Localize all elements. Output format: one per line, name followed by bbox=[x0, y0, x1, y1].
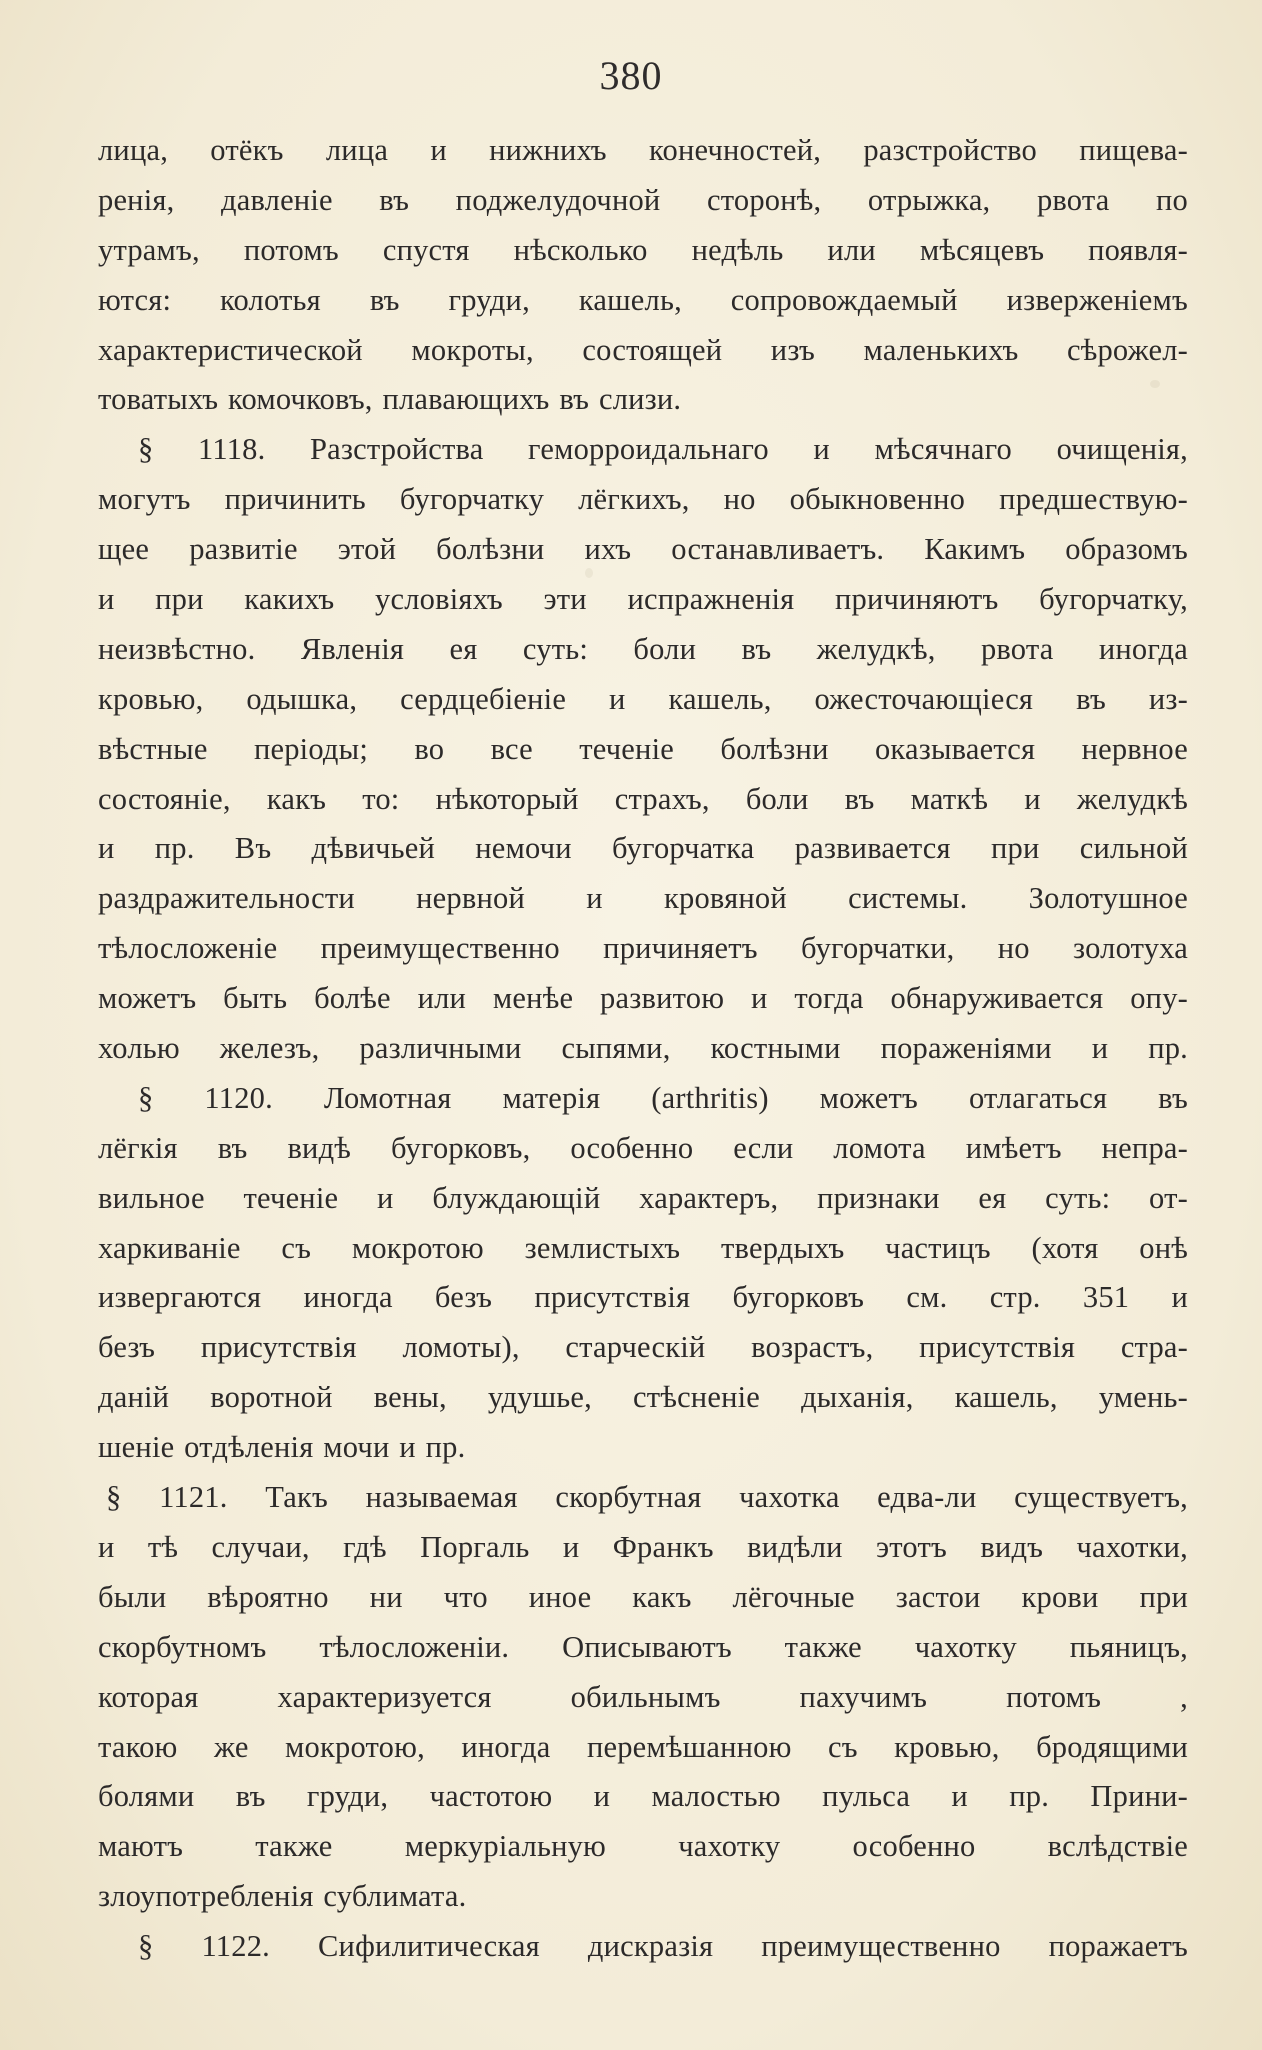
section-1122-heading-line: § 1122. Сифилитическая дискразія преимущественно поражаетъ bbox=[138, 1929, 1188, 1964]
text-line: харкиваніе съ мокротою землистыхъ твердыхъ частицъ (хотя онѣ bbox=[98, 1230, 1188, 1265]
text-line: и пр. Въ дѣвичьей немочи бугорчатка развивается при сильной bbox=[98, 831, 1188, 866]
text-line: характеристической мокроты, состоящей изъ маленькихъ сѣрожел- bbox=[98, 332, 1188, 367]
text-line: ются: колотья въ груди, кашель, сопровождаемый изверженіемъ bbox=[98, 282, 1188, 317]
text-line: холью железъ, различными сыпями, костными пораженіями и пр. bbox=[98, 1031, 1188, 1066]
section-1118-heading-line: § 1118. Разстройства геморроидальнаго и мѣсячнаго очищенія, bbox=[138, 432, 1188, 467]
section-1120-heading-line: § 1120. Ломотная матерія (arthritis) можетъ отлагаться въ bbox=[138, 1080, 1188, 1115]
text-line: болями въ груди, частотою и малостью пульса и пр. Прини- bbox=[98, 1779, 1188, 1814]
text-line: лёгкія въ видѣ бугорковъ, особенно если ломота имѣетъ непра- bbox=[98, 1130, 1188, 1165]
text-line: кровью, одышка, сердцебіеніе и кашель, ожесточающіеся въ из- bbox=[98, 681, 1188, 716]
text-line: вильное теченіе и блуждающій характеръ, признаки ея суть: от- bbox=[98, 1180, 1188, 1215]
body-text bbox=[98, 126, 1188, 1972]
text-line: тѣлосложеніе преимущественно причиняетъ бугорчатки, но золотуха bbox=[98, 931, 1188, 966]
text-line: раздражительности нервной и кровяной системы. Золотушное bbox=[98, 881, 1188, 916]
text-line: были вѣроятно ни что иное какъ лёгочные застои крови при bbox=[98, 1579, 1188, 1614]
text-line: могутъ причинить бугорчатку лёгкихъ, но обыкновенно предшествую- bbox=[98, 482, 1188, 517]
text-line: злоупотребленія сублимата. bbox=[98, 1879, 467, 1914]
text-line: скорбутномъ тѣлосложеніи. Описываютъ также чахотку пьяницъ, bbox=[98, 1629, 1188, 1664]
text-line: такою же мокротою, иногда перемѣшанною съ кровью, бродящими bbox=[98, 1729, 1188, 1764]
section-1121-heading-line: § 1121. Такъ называемая скорбутная чахотка едва-ли существуетъ, bbox=[106, 1480, 1188, 1515]
text-line: и при какихъ условіяхъ эти испражненія причиняютъ бугорчатку, bbox=[98, 582, 1188, 617]
text-line: неизвѣстно. Явленія ея суть: боли въ желудкѣ, рвота иногда bbox=[98, 631, 1188, 666]
text-line: можетъ быть болѣе или менѣе развитою и тогда обнаруживается опу- bbox=[98, 981, 1188, 1016]
text-line: маютъ также меркуріальную чахотку особенно вслѣдствіе bbox=[98, 1829, 1188, 1864]
text-line: ренія, давленіе въ поджелудочной сторонѣ, отрыжка, рвота по bbox=[98, 182, 1188, 217]
text-line: вѣстные періоды; во все теченіе болѣзни оказывается нервное bbox=[98, 731, 1188, 766]
text-line: даній воротной вены, удушье, стѣсненіе дыханія, кашель, умень- bbox=[98, 1380, 1188, 1415]
text-line: состояніе, какъ то: нѣкоторый страхъ, боли въ маткѣ и желудкѣ bbox=[98, 781, 1188, 816]
text-line: извергаются иногда безъ присутствія бугорковъ см. стр. 351 и bbox=[98, 1280, 1188, 1315]
text-line: безъ присутствія ломоты), старческій возрастъ, присутствія стра- bbox=[98, 1330, 1188, 1365]
text-line: которая характеризуется обильнымъ пахучимъ потомъ , bbox=[98, 1679, 1188, 1714]
page-number: 380 bbox=[599, 53, 663, 98]
text-line: и тѣ случаи, гдѣ Поргаль и Франкъ видѣли этотъ видъ чахотки, bbox=[98, 1529, 1188, 1564]
text-line: товатыхъ комочковъ, плавающихъ въ слизи. bbox=[98, 382, 682, 417]
text-line: лица, отёкъ лица и нижнихъ конечностей, разстройство пищева- bbox=[98, 133, 1188, 167]
text-line: утрамъ, потомъ спустя нѣсколько недѣль или мѣсяцевъ появля- bbox=[98, 232, 1188, 267]
text-line: шеніе отдѣленія мочи и пр. bbox=[98, 1430, 466, 1465]
text-line: щее развитіе этой болѣзни ихъ останавливаетъ. Какимъ образомъ bbox=[98, 532, 1188, 567]
